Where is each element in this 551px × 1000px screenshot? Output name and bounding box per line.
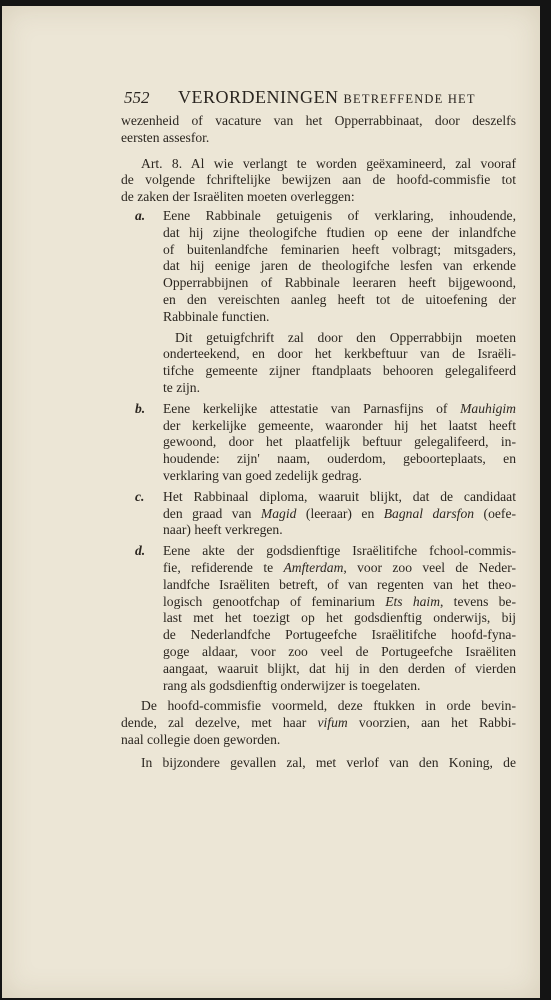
text-line: de zaken der Israëliten moeten overleggen:: [121, 189, 355, 205]
text-line: de Nederlandfche Portugeefche Israëlitifche hoofd-fyna-: [163, 627, 516, 643]
text-line: In bijzondere gevallen zal, met verlof van den Koning, de: [141, 754, 516, 770]
text-line: landfche Israëliten betreft, of van regenten van het theo-: [163, 576, 516, 592]
text-line: rang als godsdienftig onderwijzer is toegelaten.: [163, 677, 421, 693]
text-line: te zijn.: [163, 379, 200, 395]
list-item-d: [121, 543, 516, 694]
text-line: logisch genootfchap of feminarium Ets haim, tevens be-: [163, 593, 516, 609]
text-line: en den vereischten aanleg heeft tot de uitoefening der: [163, 291, 516, 307]
text-line: wezenheid of vacature van het Opperrabbinaat, door deszelfs: [121, 113, 516, 128]
text-line: gewoond, door het plaatfelijk beftuur gelegalifeerd, in-: [163, 434, 516, 450]
item-marker: c.: [135, 488, 145, 504]
text-line: Eene akte der godsdienftige Israëlitifche fchool-commis-: [163, 543, 516, 559]
page-body-text: [121, 113, 516, 771]
header-title-main: VERORDENINGEN: [178, 87, 339, 107]
header-title-sub: BETREFFENDE HET: [343, 92, 476, 106]
text-line: dat hij eenige jaren de theologifche lesfen van erkende: [163, 258, 516, 274]
text-line: dat hij zijne theologifche ftudien op eene der inlandfche: [163, 224, 516, 240]
text-line: Opperrabbijnen of Rabbinale leeraren heeft bijgewoond,: [163, 275, 516, 291]
text-line: houdende: zijn' naam, ouderdom, geboorteplaats, en: [163, 451, 516, 467]
item-marker: d.: [135, 543, 146, 559]
list-item-c: [121, 489, 516, 539]
text-line: naal collegie doen geworden.: [121, 731, 281, 747]
text-line: De hoofd-commisfie voormeld, deze ftukken in orde bevin-: [141, 698, 516, 714]
text-line: Eene Rabbinale getuigenis of verklaring, inhoudende,: [163, 207, 516, 223]
running-header: [124, 86, 519, 112]
list-item-a: [121, 208, 516, 326]
text-line: Art. 8. Al wie verlangt te worden geëxamineerd, zal vooraf: [141, 155, 516, 171]
text-line: naar) heeft verkregen.: [163, 522, 283, 538]
text-line: goge aldaar, voor zoo veel de Portugeefche Israëliten: [163, 643, 516, 659]
list-item-b: [121, 401, 516, 485]
text-line: last met het toezigt op het godsdienftig onderwijs, bij: [163, 610, 516, 626]
item-marker: a.: [135, 207, 146, 223]
list-item-a-continued: [121, 330, 516, 397]
header-title: [178, 87, 476, 108]
text-line: der kerkelijke gemeente, waaronder hij het laatst heeft: [163, 417, 516, 433]
page-number: 552: [124, 88, 150, 107]
text-line: Dit getuigfchrift zal door den Opperrabbijn moeten: [175, 329, 516, 345]
text-line: Eene kerkelijke attestatie van Parnasfijns of Mauhigim: [163, 400, 516, 416]
text-line: tifche gemeente zijner ftandplaats behooren gelegalifeerd: [163, 363, 516, 379]
text-line: verklaring van goed zedelijk gedrag.: [163, 467, 362, 483]
text-line: of buitenlandfche feminarien heeft volbragt; mitsgaders,: [163, 241, 516, 257]
text-line: de volgende fchriftelijke bewijzen aan de hoofd-commisfie tot: [121, 172, 516, 188]
text-line: eersten assesfor.: [121, 129, 210, 145]
text-line: fie, refiderende te Amfterdam, voor zoo veel de Neder-: [163, 559, 517, 575]
item-marker: b.: [135, 400, 146, 416]
text-line: dende, zal dezelve, met haar vifum voorzien, aan het Rabbi-: [121, 715, 516, 731]
text-line: den graad van Magid (leeraar) en Bagnal darsfon (oefe-: [163, 505, 516, 521]
text-line: Het Rabbinaal diploma, waaruit blijkt, dat de candidaat: [163, 488, 516, 504]
text-line: Rabbinale functien.: [163, 308, 270, 324]
text-line: aangaat, waaruit blijkt, dat hij in den derden of vierden: [163, 660, 516, 676]
text-line: onderteekend, en door het kerkbeftuur van de Israëli-: [163, 346, 516, 362]
